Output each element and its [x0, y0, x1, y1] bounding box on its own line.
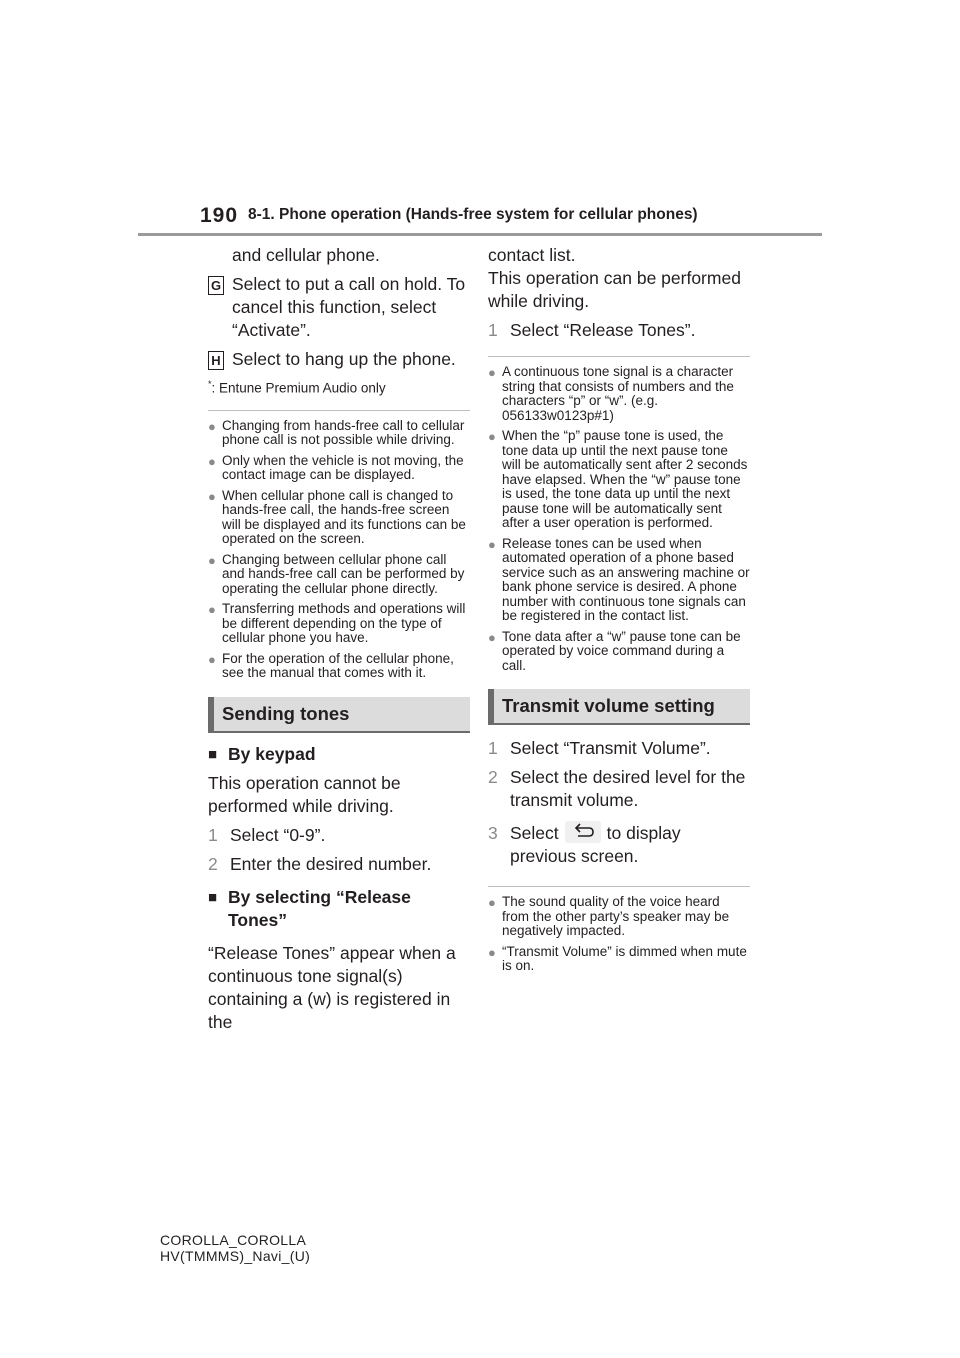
note-text: For the operation of the cellular phone, see the manual that comes with it. [222, 650, 454, 680]
step-text: Select the desired level for the transmit volume. [510, 767, 746, 810]
page-number: 190 [200, 204, 239, 227]
bullet-icon: ● [208, 488, 216, 504]
note-item [208, 652, 470, 681]
bullet-icon: ● [488, 536, 496, 552]
step-number: 3 [488, 823, 498, 843]
bullet-icon: ● [488, 629, 496, 645]
subheading-text: By selecting “Release Tones” [228, 886, 411, 930]
step-text-pre: Select [510, 823, 559, 843]
bullet-icon: ● [208, 602, 216, 617]
footer-line-1: COROLLA_COROLLA [160, 1232, 307, 1248]
footer [160, 1232, 310, 1264]
note-text: A continuous tone signal is a character string that consists of numbers and the characters “p” or “w”. (e.g. 056133w0123p#1) [502, 364, 734, 423]
note-item [208, 553, 470, 597]
step-number: 1 [488, 738, 498, 758]
footnote-mark: * [208, 379, 212, 389]
left-column [208, 244, 470, 1034]
note-text: When cellular phone call is changed to hands-free call, the hands-free screen will be displayed and its functions can be operated on the screen. [222, 487, 466, 546]
note-text: The sound quality of the voice heard from the other party’s speaker may be negatively impacted. [502, 894, 730, 939]
key-item-h [208, 348, 470, 371]
step-item [488, 766, 750, 812]
footer-line-2: HV(TMMMS)_Navi_(U) [160, 1248, 311, 1264]
heading-transmit-volume: Transmit volume setting [488, 689, 750, 725]
bullet-icon: ● [208, 552, 216, 568]
note-item [208, 489, 470, 547]
continued-text: contact list. [488, 245, 576, 265]
note-item [488, 429, 750, 531]
step-text [510, 822, 750, 868]
square-bullet-icon: ■ [208, 888, 218, 906]
note-text: Transferring methods and operations will be different depending on the type of cellular phone you have. [222, 601, 466, 645]
note-item [488, 945, 750, 974]
bullet-icon: ● [488, 944, 496, 960]
right-column [488, 244, 750, 980]
square-bullet-icon: ■ [208, 745, 218, 763]
bullet-icon: ● [208, 651, 216, 667]
note-text: Changing between cellular phone call and hands-free call can be performed by operating the cellular phone directly. [222, 551, 465, 596]
bullet-icon: ● [488, 365, 496, 380]
step-number: 2 [488, 767, 498, 787]
subheading-release-tones [208, 886, 470, 932]
bullet-icon: ● [208, 453, 216, 469]
note-item [208, 419, 470, 448]
subheading-by-keypad [208, 743, 470, 766]
key-text-g: Select to put a call on hold. To cancel this function, select “Activate”. [232, 274, 466, 340]
back-arrow-icon [565, 821, 601, 843]
step-item [488, 319, 750, 342]
release-tones-text: “Release Tones” appear when a continuous tone signal(s) containing a (w) is registered in the [208, 942, 456, 1032]
header-divider [138, 233, 822, 236]
footnote [208, 379, 470, 396]
step-text-post: to display previous screen. [510, 823, 681, 867]
step-item [488, 822, 750, 868]
step-item [488, 737, 750, 760]
note-text: Release tones can be used when automated operation of a phone based service such as an answering machine or bank phone service is desired. A phone number with continuous tone signals can be registered in the contact list. [502, 535, 750, 623]
step-text: Select “0-9”. [230, 824, 326, 845]
note-text: “Transmit Volume” is dimmed when mute is on. [502, 943, 747, 974]
note-item [488, 365, 750, 423]
step-text: Select “Transmit Volume”. [510, 738, 711, 758]
footnote-text: : Entune Premium Audio only [211, 380, 386, 396]
note-item [208, 454, 470, 483]
note-divider [208, 410, 470, 411]
note-text: Tone data after a “w” pause tone can be operated by voice command during a call. [502, 628, 741, 673]
note-item [488, 630, 750, 674]
subheading-text: By keypad [228, 743, 316, 764]
note-divider [488, 356, 750, 357]
bullet-icon: ● [488, 895, 496, 911]
bullet-icon: ● [208, 418, 216, 434]
step-number: 1 [488, 320, 498, 340]
step-text: Select “Release Tones”. [510, 320, 696, 340]
note-item [488, 537, 750, 624]
key-text-h: Select to hang up the phone. [232, 349, 456, 369]
note-text: When the “p” pause tone is used, the tone data up until the next pause tone will be automatically sent after 2 seconds have elapsed. When the “w” pause tone is used, the tone data up until the next pause tone will be automatically sent after a user operation is performed. [502, 428, 748, 530]
note-divider [488, 886, 750, 887]
step-item [208, 853, 470, 876]
note-item [488, 895, 750, 939]
note-item [208, 602, 470, 646]
key-badge-g: G [208, 276, 224, 295]
step-text: Enter the desired number. [230, 853, 432, 874]
drive-text: This operation can be performed while driving. [488, 268, 741, 311]
step-number: 1 [208, 824, 218, 845]
note-text: Changing from hands-free call to cellular phone call is not possible while driving. [222, 417, 465, 447]
continued-text: and cellular phone. [232, 245, 380, 265]
step-number: 2 [208, 853, 218, 874]
heading-sending-tones: Sending tones [208, 697, 470, 733]
section-title: 8-1. Phone operation (Hands-free system for cellular phones) [248, 206, 698, 223]
note-text: Only when the vehicle is not moving, the contact image can be displayed. [222, 452, 464, 482]
step-item [208, 824, 470, 847]
key-badge-h: H [208, 351, 224, 370]
keypad-text: This operation cannot be performed while driving. [208, 772, 401, 816]
bullet-icon: ● [488, 429, 496, 444]
key-item-g [208, 273, 470, 342]
